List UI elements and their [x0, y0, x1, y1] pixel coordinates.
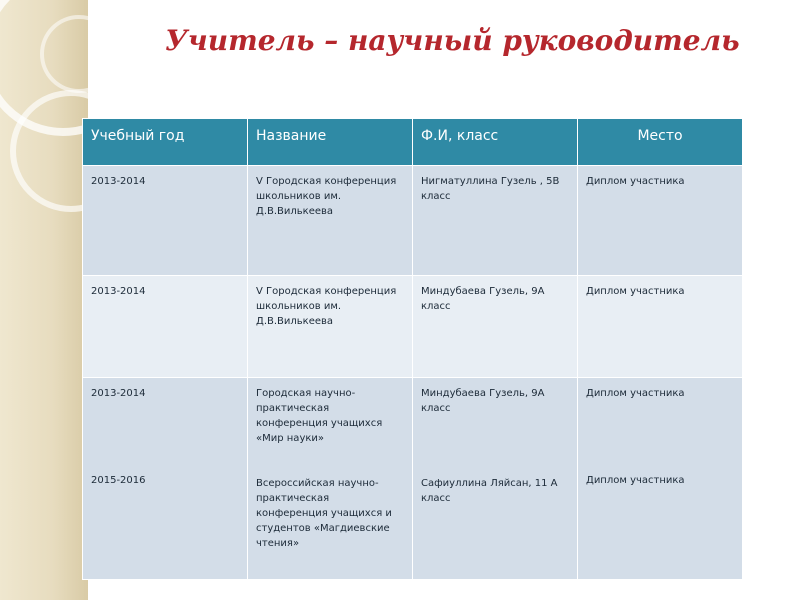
cell-place: Диплом участника	[578, 166, 743, 276]
cell-student: Нигматуллина Гузель , 5В класс	[413, 166, 578, 276]
cell-year: 2013-2014	[83, 276, 248, 378]
cell-student-2: Сафиуллина Ляйсан, 11 А класс	[421, 478, 558, 504]
results-table	[82, 118, 743, 580]
table-row	[83, 166, 743, 276]
cell-name	[248, 378, 413, 580]
cell-year	[83, 378, 248, 580]
slide-title: Учитель – научный руководитель	[165, 24, 740, 57]
cell-student-1: Миндубаева Гузель, 9А класс	[421, 388, 545, 414]
header-year: Учебный год	[83, 119, 248, 166]
cell-year: 2013-2014	[83, 166, 248, 276]
cell-year-2: 2015-2016	[91, 475, 146, 486]
cell-place-1: Диплом участника	[586, 388, 685, 399]
header-place: Место	[578, 119, 743, 166]
table-header-row	[83, 119, 743, 166]
cell-name: V Городская конференция школьников им. Д.В.Вилькеева	[248, 166, 413, 276]
cell-place	[578, 378, 743, 580]
cell-name-1: Городская научно-практическая конференция учащихся «Мир науки»	[256, 388, 383, 444]
cell-student	[413, 378, 578, 580]
cell-student: Миндубаева Гузель, 9А класс	[413, 276, 578, 378]
cell-place: Диплом участника	[578, 276, 743, 378]
cell-place-2: Диплом участника	[586, 475, 685, 486]
header-name: Название	[248, 119, 413, 166]
header-student: Ф.И, класс	[413, 119, 578, 166]
table-row	[83, 378, 743, 580]
decorative-sidebar	[0, 0, 88, 600]
cell-name: V Городская конференция школьников им. Д.В.Вилькеева	[248, 276, 413, 378]
table-row	[83, 276, 743, 378]
cell-name-2: Всероссийская научно-практическая конференция учащихся и студентов «Магдиевские чтения»	[256, 478, 392, 549]
cell-year-1: 2013-2014	[91, 388, 146, 399]
